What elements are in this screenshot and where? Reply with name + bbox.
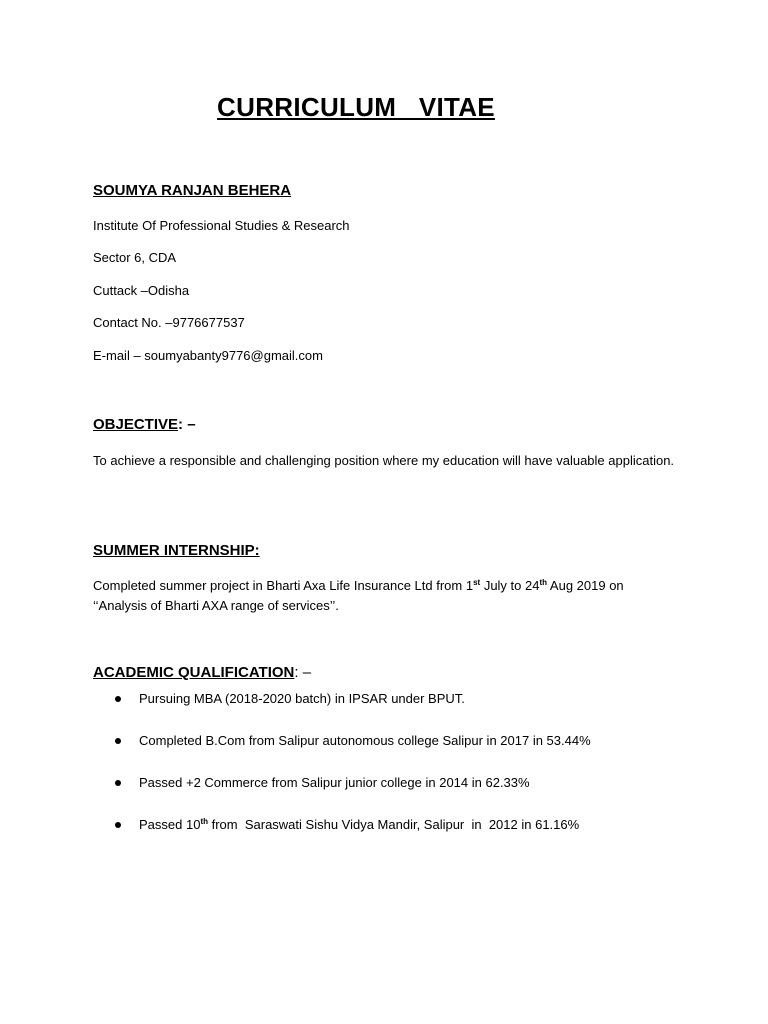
address-line-institute: Institute Of Professional Studies & Research [93,218,350,233]
internship-text-part3: Aug 2019 on [547,578,624,593]
address-line-city: Cuttack –Odisha [93,283,190,298]
qualification-text-part1: Passed 10 [139,817,201,832]
list-item [93,690,713,732]
list-item [93,816,713,858]
objective-heading [93,416,196,433]
bullet-icon [115,696,121,702]
bullet-icon [115,780,121,786]
academic-heading [93,664,311,681]
internship-sup-th: th [539,578,548,587]
email-address: E-mail – soumyabanty9776@gmail.com [93,348,323,363]
objective-heading-suffix: : – [178,416,196,433]
contact-number: Contact No. –9776677537 [93,315,245,330]
list-item [93,774,713,816]
academic-heading-label: ACADEMIC QUALIFICATION [93,664,295,681]
academic-heading-suffix: : – [294,664,312,681]
internship-text [93,576,733,616]
internship-sup-st: st [473,578,481,587]
bullet-icon [115,822,121,828]
academic-list [93,690,713,858]
qualification-sup-th: th [200,817,208,826]
qualification-text: Passed +2 Commerce from Salipur junior college in 2014 in 62.33% [139,775,530,790]
internship-heading [93,542,260,559]
candidate-name: SOUMYA RANJAN BEHERA [93,182,292,199]
objective-text: To achieve a responsible and challenging position where my education will have valuable application. [93,453,675,468]
internship-text-part1: Completed summer project in Bharti Axa Life Insurance Ltd from 1 [93,578,474,593]
internship-text-part2: July to 24 [480,578,540,593]
list-item [93,732,713,774]
qualification-text: Completed B.Com from Salipur autonomous college Salipur in 2017 in 53.44% [139,733,591,748]
qualification-text-part2: from Saraswati Sishu Vidya Mandir, Salipur in 2012 in 61.16% [208,817,580,832]
internship-heading-label: SUMMER INTERNSHIP: [93,542,260,559]
qualification-text: Pursuing MBA (2018-2020 batch) in IPSAR under BPUT. [139,691,465,706]
internship-line-1 [93,576,733,596]
bullet-icon [115,738,121,744]
internship-line-2: ‘‘Analysis of Bharti AXA range of services’’. [93,598,339,613]
objective-heading-label: OBJECTIVE [93,416,179,433]
document-title: CURRICULUM VITAE [217,92,495,122]
address-line-sector: Sector 6, CDA [93,250,177,265]
